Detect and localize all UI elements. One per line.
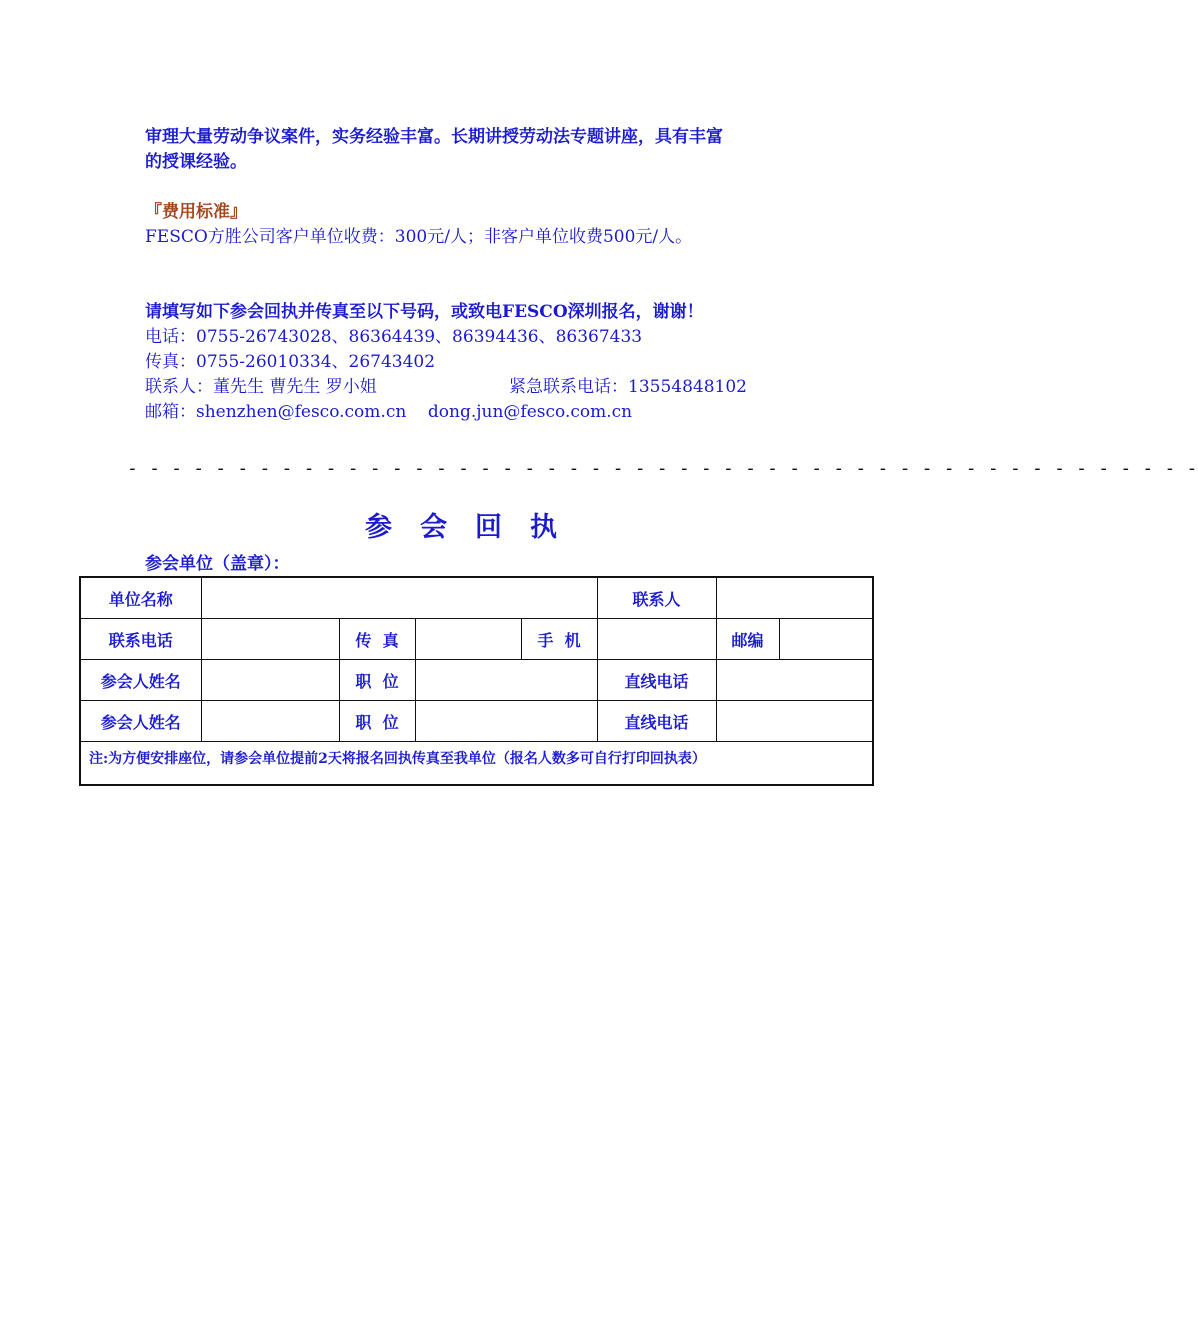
contact-person-label: 联系人 [597, 577, 716, 619]
contact-emergency-phone: 紧急联系电话：13554848102 [509, 377, 747, 397]
contact-phone: 电话：0755-26743028、86364439、86394436、86367433 [145, 327, 643, 347]
form-subtitle: 参会单位（盖章）： [145, 554, 290, 574]
direct-phone-field[interactable] [716, 701, 873, 742]
form-row-attendee-1 [80, 660, 873, 701]
direct-phone-label: 直线电话 [597, 701, 716, 742]
fees-heading: 『费用标准』 [145, 202, 247, 222]
fees-text: FESCO方胜公司客户单位收费：300元/人；非客户单位收费500元/人。 [145, 227, 693, 247]
contact-persons: 联系人：董先生 曹先生 罗小姐 [145, 377, 377, 397]
fax-label: 传 真 [339, 619, 415, 660]
form-row-contact [80, 619, 873, 660]
unit-name-field[interactable] [201, 577, 597, 619]
form-title: 参会回执 [365, 512, 585, 543]
contact-instruction: 请填写如下参会回执并传真至以下号码，或致电FESCO深圳报名，谢谢！ [145, 302, 704, 322]
cut-line-divider: - - - - - - - - - - - - - - - - - - - - - - - - - - - - - - - - - - - - - - - - - - - - - - - - - [127, 458, 1198, 479]
form-note: 注:为方便安排座位，请参会单位提前2天将报名回执传真至我单位（报名人数多可自行打印回执表） [80, 742, 873, 786]
direct-phone-label: 直线电话 [597, 660, 716, 701]
position-field[interactable] [415, 660, 597, 701]
contact-person-field[interactable] [716, 577, 873, 619]
contact-email: 邮箱：shenzhen@fesco.com.cn dong.jun@fesco.com.cn [145, 402, 633, 422]
form-row-attendee-2 [80, 701, 873, 742]
direct-phone-field[interactable] [716, 660, 873, 701]
contact-fax: 传真：0755-26010334、26743402 [145, 352, 436, 372]
position-label: 职 位 [339, 660, 415, 701]
attendee-name-label: 参会人姓名 [80, 701, 201, 742]
fax-field[interactable] [415, 619, 521, 660]
contact-phone-field[interactable] [201, 619, 339, 660]
form-row-unit [80, 577, 873, 619]
mobile-label: 手 机 [521, 619, 597, 660]
position-field[interactable] [415, 701, 597, 742]
position-label: 职 位 [339, 701, 415, 742]
intro-line-1: 审理大量劳动争议案件，实务经验丰富。长期讲授劳动法专题讲座，具有丰富 [145, 127, 723, 147]
form-row-note [80, 742, 873, 786]
registration-form-table [79, 576, 874, 786]
attendee-name-label: 参会人姓名 [80, 660, 201, 701]
mobile-field[interactable] [597, 619, 716, 660]
attendee-name-field[interactable] [201, 660, 339, 701]
postcode-field[interactable] [779, 619, 873, 660]
contact-phone-label: 联系电话 [80, 619, 201, 660]
attendee-name-field[interactable] [201, 701, 339, 742]
postcode-label: 邮编 [716, 619, 779, 660]
unit-name-label: 单位名称 [80, 577, 201, 619]
intro-line-2: 的授课经验。 [145, 152, 247, 172]
